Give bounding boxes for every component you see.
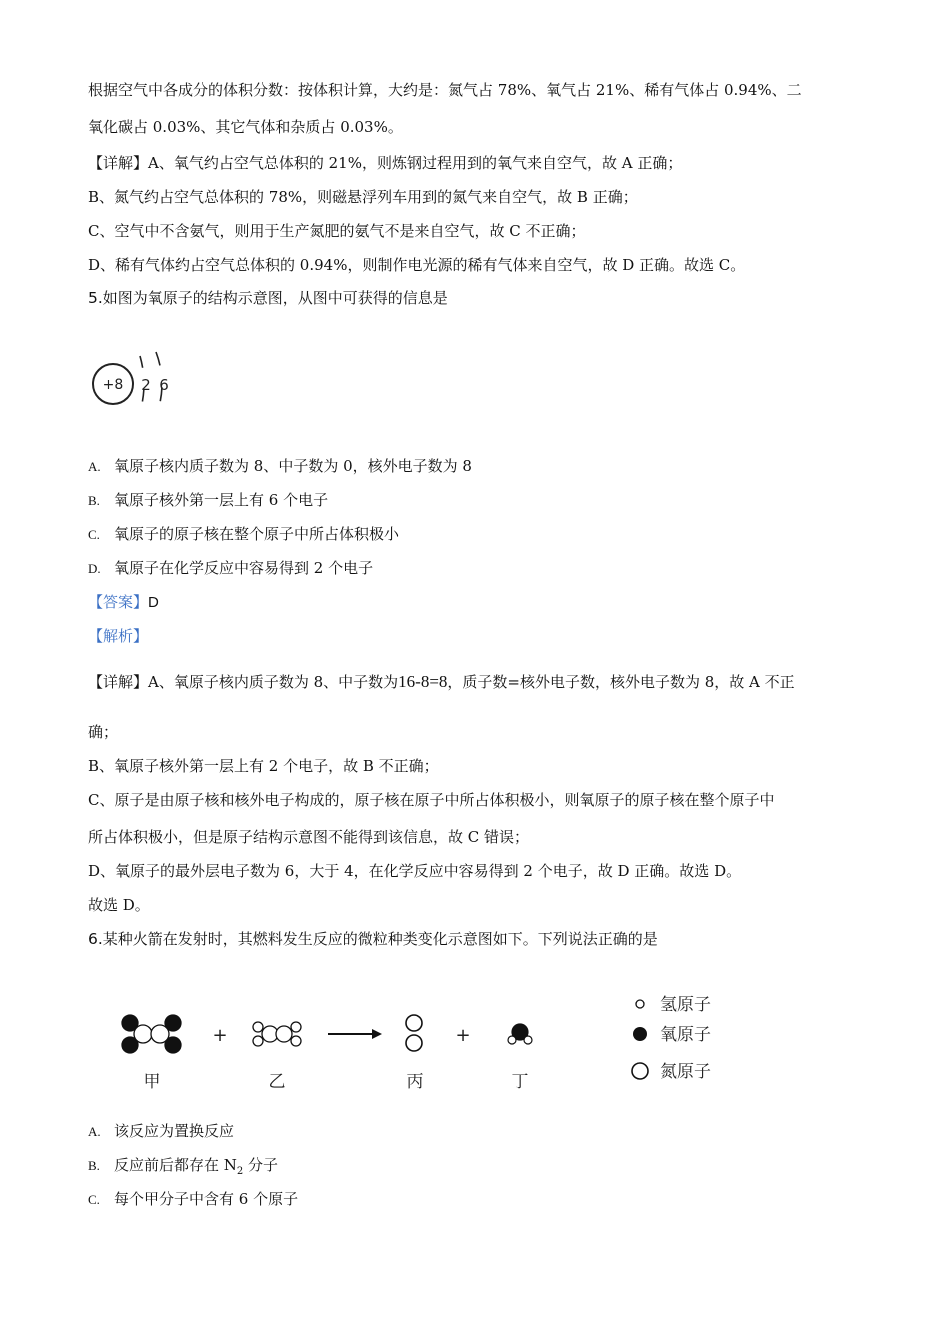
reaction-arrow (328, 1029, 382, 1039)
option-label: A. (88, 459, 101, 474)
legend-hydrogen: 氢原子 (660, 995, 711, 1015)
option-label: C. (88, 1192, 100, 1207)
text-line: 氧化碳占 0.03%、其它气体和杂质占 0.03%。 (88, 118, 403, 136)
legend-oxygen: 氧原子 (660, 1025, 711, 1045)
plus-sign: + (212, 1025, 228, 1046)
option-text: 反应前后都存在 N (114, 1156, 237, 1174)
detail-line: D、氧原子的最外层电子数为 6，大于 4，在化学反应中容易得到 2 个电子，故 D 正确。故选 D。 (88, 862, 742, 880)
question-number: 5. (88, 289, 103, 307)
detail-line: B、氧原子核外第一层上有 2 个电子，故 B 不正确； (88, 757, 439, 775)
option-label: C. (88, 527, 100, 542)
question-text: 如图为氧原子的结构示意图，从图中可获得的信息是 (102, 289, 448, 307)
label-yi: 乙 (268, 1072, 286, 1092)
option-c[interactable] (88, 524, 399, 545)
question-number: 6. (88, 930, 103, 948)
detail-text: ，质子数=核外电子数，核外电子数为 8，故 A 不正 (447, 673, 795, 691)
shell-1-count: 2 (141, 376, 151, 394)
math-expression: 16-8=8 (398, 672, 448, 691)
detail-line: C、原子是由原子核和核外电子构成的，原子核在原子中所占体积极小，则氧原子的原子核在整个原子中 (88, 791, 775, 809)
option-text: 氧原子在化学反应中容易得到 2 个电子 (114, 559, 374, 577)
oxygen-atom-diagram (88, 348, 188, 423)
legend-nitrogen: 氮原子 (660, 1062, 711, 1082)
option-b[interactable] (88, 490, 328, 511)
detail-line: 故选 D。 (88, 896, 150, 914)
detail-line: B、氮气约占空气总体积的 78%，则磁悬浮列车用到的氮气来自空气，故 B 正确； (88, 188, 638, 206)
detail-text: 【详解】A、氧原子核内质子数为 8、中子数为 (88, 673, 399, 691)
detail-line (88, 672, 795, 692)
question-text: 某种火箭在发射时，其燃料发生反应的微粒种类变化示意图如下。下列说法正确的是 (102, 930, 658, 948)
plus-sign: + (455, 1025, 471, 1046)
option-a[interactable] (88, 456, 472, 477)
legend-oxygen-icon (633, 1027, 647, 1041)
legend-nitrogen-icon (632, 1063, 648, 1079)
molecule-bing (406, 1015, 422, 1051)
question-6-stem (88, 929, 658, 949)
option-text: 该反应为置换反应 (114, 1122, 235, 1140)
detail-line: C、空气中不含氨气，则用于生产氮肥的氨气不是来自空气，故 C 不正确； (88, 222, 586, 240)
option-label: A. (88, 1124, 101, 1139)
answer-line (88, 592, 159, 613)
answer-tag: 【答案】 (88, 593, 149, 611)
option-text: 氧原子的原子核在整个原子中所占体积极小 (114, 525, 400, 543)
option-label: B. (88, 493, 100, 508)
label-ding: 丁 (511, 1072, 529, 1092)
analysis-tag: 【解析】 (88, 627, 149, 645)
molecule-jia (122, 1015, 181, 1053)
option-text: 分子 (243, 1156, 279, 1174)
detail-line: 确； (88, 723, 119, 741)
option-a[interactable] (88, 1121, 234, 1142)
answer-value: D (148, 594, 159, 611)
legend (632, 995, 711, 1082)
nucleus-charge: +8 (102, 377, 124, 393)
option-b[interactable] (88, 1155, 278, 1182)
detail-line: 【详解】A、氧气约占空气总体积的 21%，则炼钢过程用到的氧气来自空气，故 A 正确； (88, 154, 683, 172)
reaction-diagram (100, 985, 740, 1100)
question-5-stem (88, 288, 448, 308)
legend-hydrogen-icon (636, 1000, 644, 1008)
molecule-ding (508, 1024, 532, 1044)
text-line: 根据空气中各成分的体积分数：按体积计算，大约是：氮气占 78%、氧气占 21%、稀有气体占 0.94%、二 (88, 81, 802, 99)
detail-line: D、稀有气体约占空气总体积的 0.94%，则制作电光源的稀有气体来自空气，故 D 正确。故选 C。 (88, 256, 746, 274)
option-text: 每个甲分子中含有 6 个原子 (114, 1190, 299, 1208)
option-text: 氧原子核内质子数为 8、中子数为 0，核外电子数为 8 (114, 457, 472, 475)
option-text: 氧原子核外第一层上有 6 个电子 (114, 491, 329, 509)
molecule-yi (253, 1022, 301, 1046)
subscript: 2 (236, 1166, 244, 1177)
option-label: D. (88, 561, 101, 576)
label-jia: 甲 (143, 1072, 161, 1092)
option-d[interactable] (88, 558, 373, 579)
shell-2-count: 6 (159, 376, 169, 394)
detail-line: 所占体积极小，但是原子结构示意图不能得到该信息，故 C 错误； (88, 828, 530, 846)
label-bing: 丙 (406, 1072, 424, 1092)
option-c[interactable] (88, 1189, 298, 1210)
option-label: B. (88, 1158, 100, 1173)
